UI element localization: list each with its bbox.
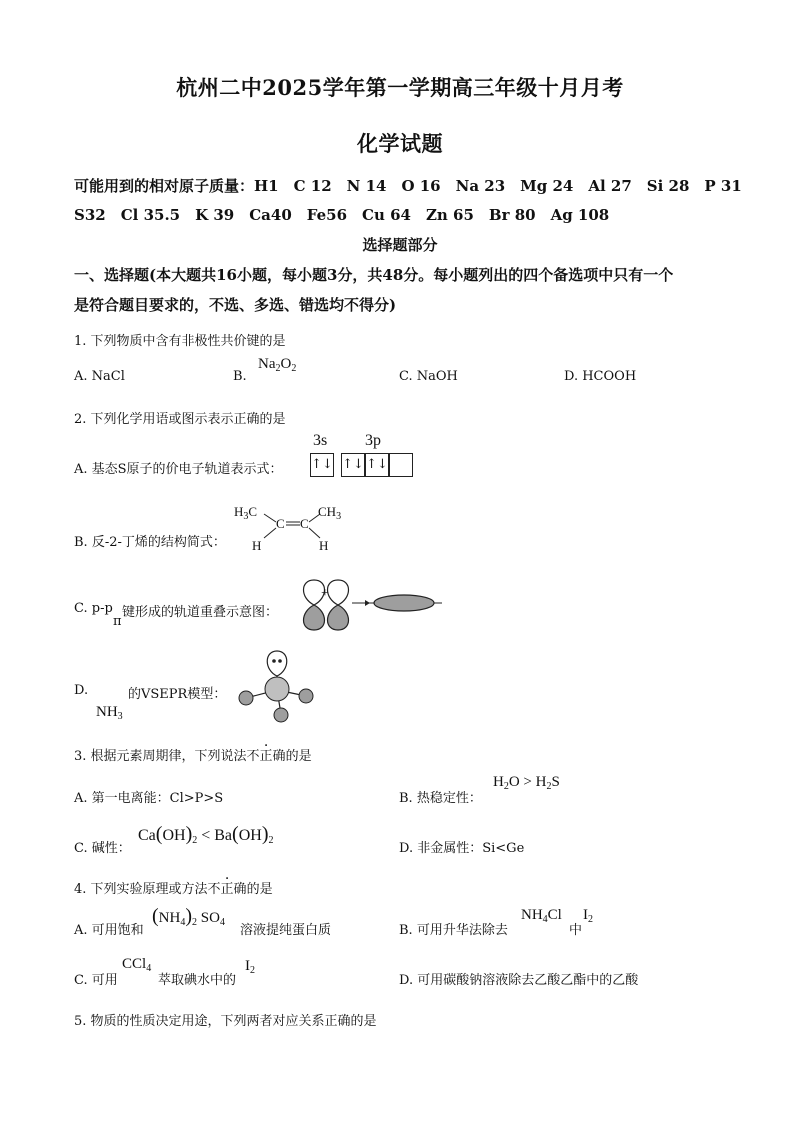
section-instruction-2: 是符合题目要求的，不选、多选、错选均不得分): [74, 296, 397, 314]
q1-stem: 1. 下列物质中含有非极性共价键的是: [74, 334, 286, 349]
q1-option-b-formula: $Na_2O_2$: [258, 356, 297, 374]
q2-option-d-text: 的VSEPR模型：: [128, 687, 227, 702]
nh3-vsepr-model: [234, 648, 320, 726]
vsepr-figure: [234, 648, 320, 726]
butene-c2: C: [300, 516, 309, 531]
q4-emphasis: 不正确: [207, 882, 247, 897]
page-subtitle: 化学试题: [357, 131, 443, 156]
q3-option-c-label: C. 碱性：: [74, 841, 131, 856]
q2-option-c-pi: π: [113, 614, 122, 629]
q4-option-b-formula-nh4cl: $NH_4Cl$: [521, 907, 562, 925]
orbital-box-3s: ↑↓: [310, 453, 334, 477]
q2-option-d-formula: $NH_3$: [96, 704, 123, 722]
q4-option-c-suffix: 萃取碘水中的: [158, 973, 237, 988]
section-title: 选择题部分: [362, 236, 438, 254]
q4-option-b-mid: 中: [569, 923, 583, 938]
q3-stem: 3. 根据元素周期律，下列说法不正确的是: [74, 749, 312, 764]
page-title: 杭州二中2025学年第一学期高三年级十月月考: [176, 75, 624, 100]
q4-stem: 4. 下列实验原理或方法不正确的是: [74, 882, 273, 897]
q4-option-b-formula-i2: $I_2$: [583, 907, 593, 925]
pi-plus-sign: +: [321, 586, 329, 601]
q2-option-c-suffix: 键形成的轨道重叠示意图：: [122, 605, 279, 620]
q4-option-a-suffix: 溶液提纯蛋白质: [240, 923, 332, 938]
q3-option-a: A. 第一电离能：Cl>P>S: [74, 791, 224, 806]
q4-option-c-prefix: C. 可用: [74, 973, 118, 988]
q2-option-c-prefix: C. p-p: [74, 601, 113, 616]
atomic-mass-line1: 可能用到的相对原子质量：H1 C 12 N 14 O 16 Na 23 Mg 24 Al 27 Si 28 P 31: [74, 177, 742, 195]
section-instruction-1: 一、选择题(本大题共16小题，每小题3分，共48分。每小题列出的四个备选项中只有一个: [74, 266, 674, 284]
q4-option-a-prefix: A. 可用饱和: [74, 923, 144, 938]
q3-option-b-formula: $H_2O > H_2S$: [493, 774, 560, 792]
trans-2-butene-structure: [234, 502, 354, 558]
q2-option-a-text: A. 基态S原子的价电子轨道表示式：: [74, 462, 283, 477]
q1-option-d: D. HCOOH: [564, 369, 637, 384]
butene-h3c: $H_3C$: [234, 504, 258, 522]
q3-option-b-label: B. 热稳定性：: [399, 791, 482, 806]
pi-orbital-figure: [296, 576, 446, 634]
q1-option-b-label: B.: [233, 369, 247, 384]
butene-h1: H: [252, 538, 262, 553]
q4-option-c-formula-i2: $I_2$: [245, 958, 255, 976]
butene-h2: H: [319, 538, 329, 553]
atomic-mass-line2: S32 Cl 35.5 K 39 Ca40 Fe56 Cu 64 Zn 65 Br 80 Ag 108: [74, 206, 610, 224]
q4-option-c-formula-ccl4: CCl$_4$: [122, 956, 152, 974]
orbital-box-3p-3: [389, 453, 413, 477]
orbital-3p-label: 3p: [365, 432, 381, 449]
orbital-3s-label: 3s: [313, 432, 328, 449]
orbital-box-3p-1: ↑↓: [341, 453, 365, 477]
q1-option-c: C. NaOH: [399, 369, 458, 384]
q1-option-b: [233, 369, 247, 384]
q2-option-b-text: B. 反-2-丁烯的结构简式：: [74, 535, 226, 550]
q3-emphasis: 不正确: [246, 749, 286, 764]
q3-option-d: D. 非金属性：Si<Ge: [399, 841, 525, 856]
q5-stem: 5. 物质的性质决定用途，下列两者对应关系正确的是: [74, 1014, 377, 1029]
q4-option-a-formula: $(NH_4)_2$ $SO_4$: [152, 905, 225, 928]
p-p-pi-overlap-diagram: [296, 576, 446, 634]
q1-option-a: A. NaCl: [74, 369, 125, 384]
q2-option-d-label: D.: [74, 683, 89, 698]
q4-option-b-prefix: B. 可用升华法除去: [399, 923, 508, 938]
butene-ch3: $CH_3$: [318, 504, 342, 522]
q2-stem: 2. 下列化学用语或图示表示正确的是: [74, 412, 286, 427]
orbital-box-3p-2: ↑↓: [365, 453, 389, 477]
q3-option-c-formula: $Ca(OH)_2 < Ba(OH)_2$: [138, 823, 274, 846]
butene-c1: C: [276, 516, 285, 531]
q4-option-d: D. 可用碳酸钠溶液除去乙酸乙酯中的乙酸: [399, 973, 639, 988]
orbital-diagram: [310, 453, 420, 479]
